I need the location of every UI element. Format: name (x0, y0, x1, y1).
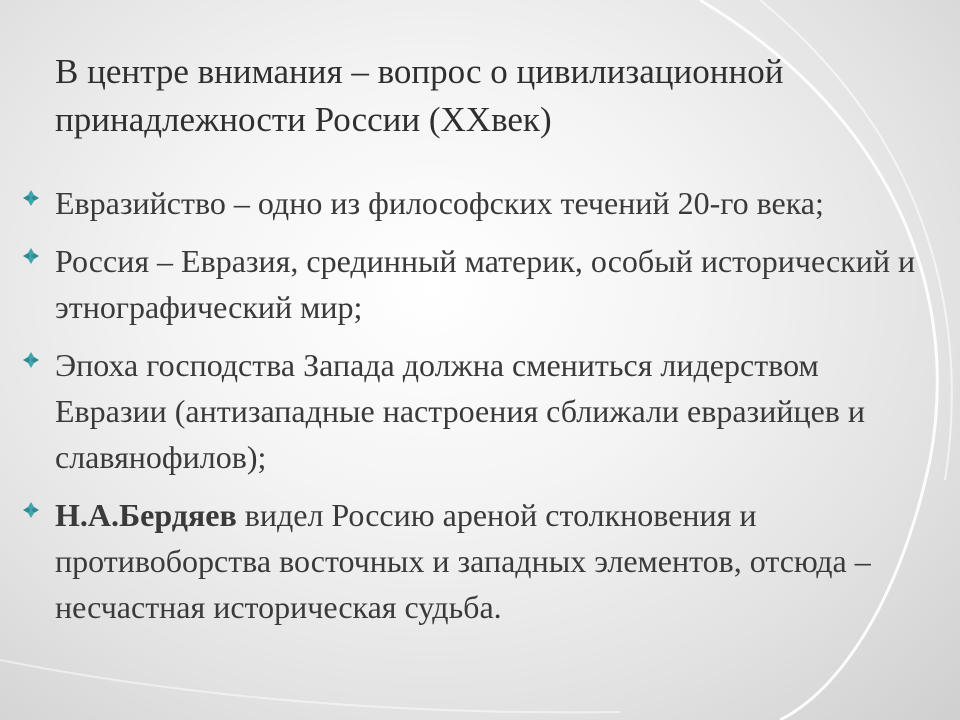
bullet-item (22, 180, 932, 226)
slide-title: В центре внимания – вопрос о цивилизационной принадлежности России (XXвек) (55, 52, 784, 139)
bullet-item (22, 342, 932, 480)
bullet-item (22, 238, 932, 330)
bullet-text: Россия – Евразия, срединный материк, особый исторический и этнографический мир; (55, 243, 916, 325)
bullet-item (22, 492, 932, 630)
diamond-bullet-icon (22, 351, 40, 369)
bullet-list (22, 180, 932, 642)
bullet-bold-text: Н.А.Бердяев (55, 497, 237, 533)
bullet-text: Эпоха господства Запада должна смениться лидерством Евразии (антизападные настроения сближали евразийцев и славянофилов); (55, 347, 865, 475)
diamond-bullet-icon (22, 247, 40, 265)
diamond-bullet-icon (22, 501, 40, 519)
diamond-bullet-icon (22, 189, 40, 207)
bullet-text: Евразийство – одно из философских течений 20-го века; (55, 185, 824, 221)
bullet-text: видел Россию ареной столкновения и противоборства восточных и западных элементов, отсюда – несчастная историческая судьба. (55, 497, 871, 625)
